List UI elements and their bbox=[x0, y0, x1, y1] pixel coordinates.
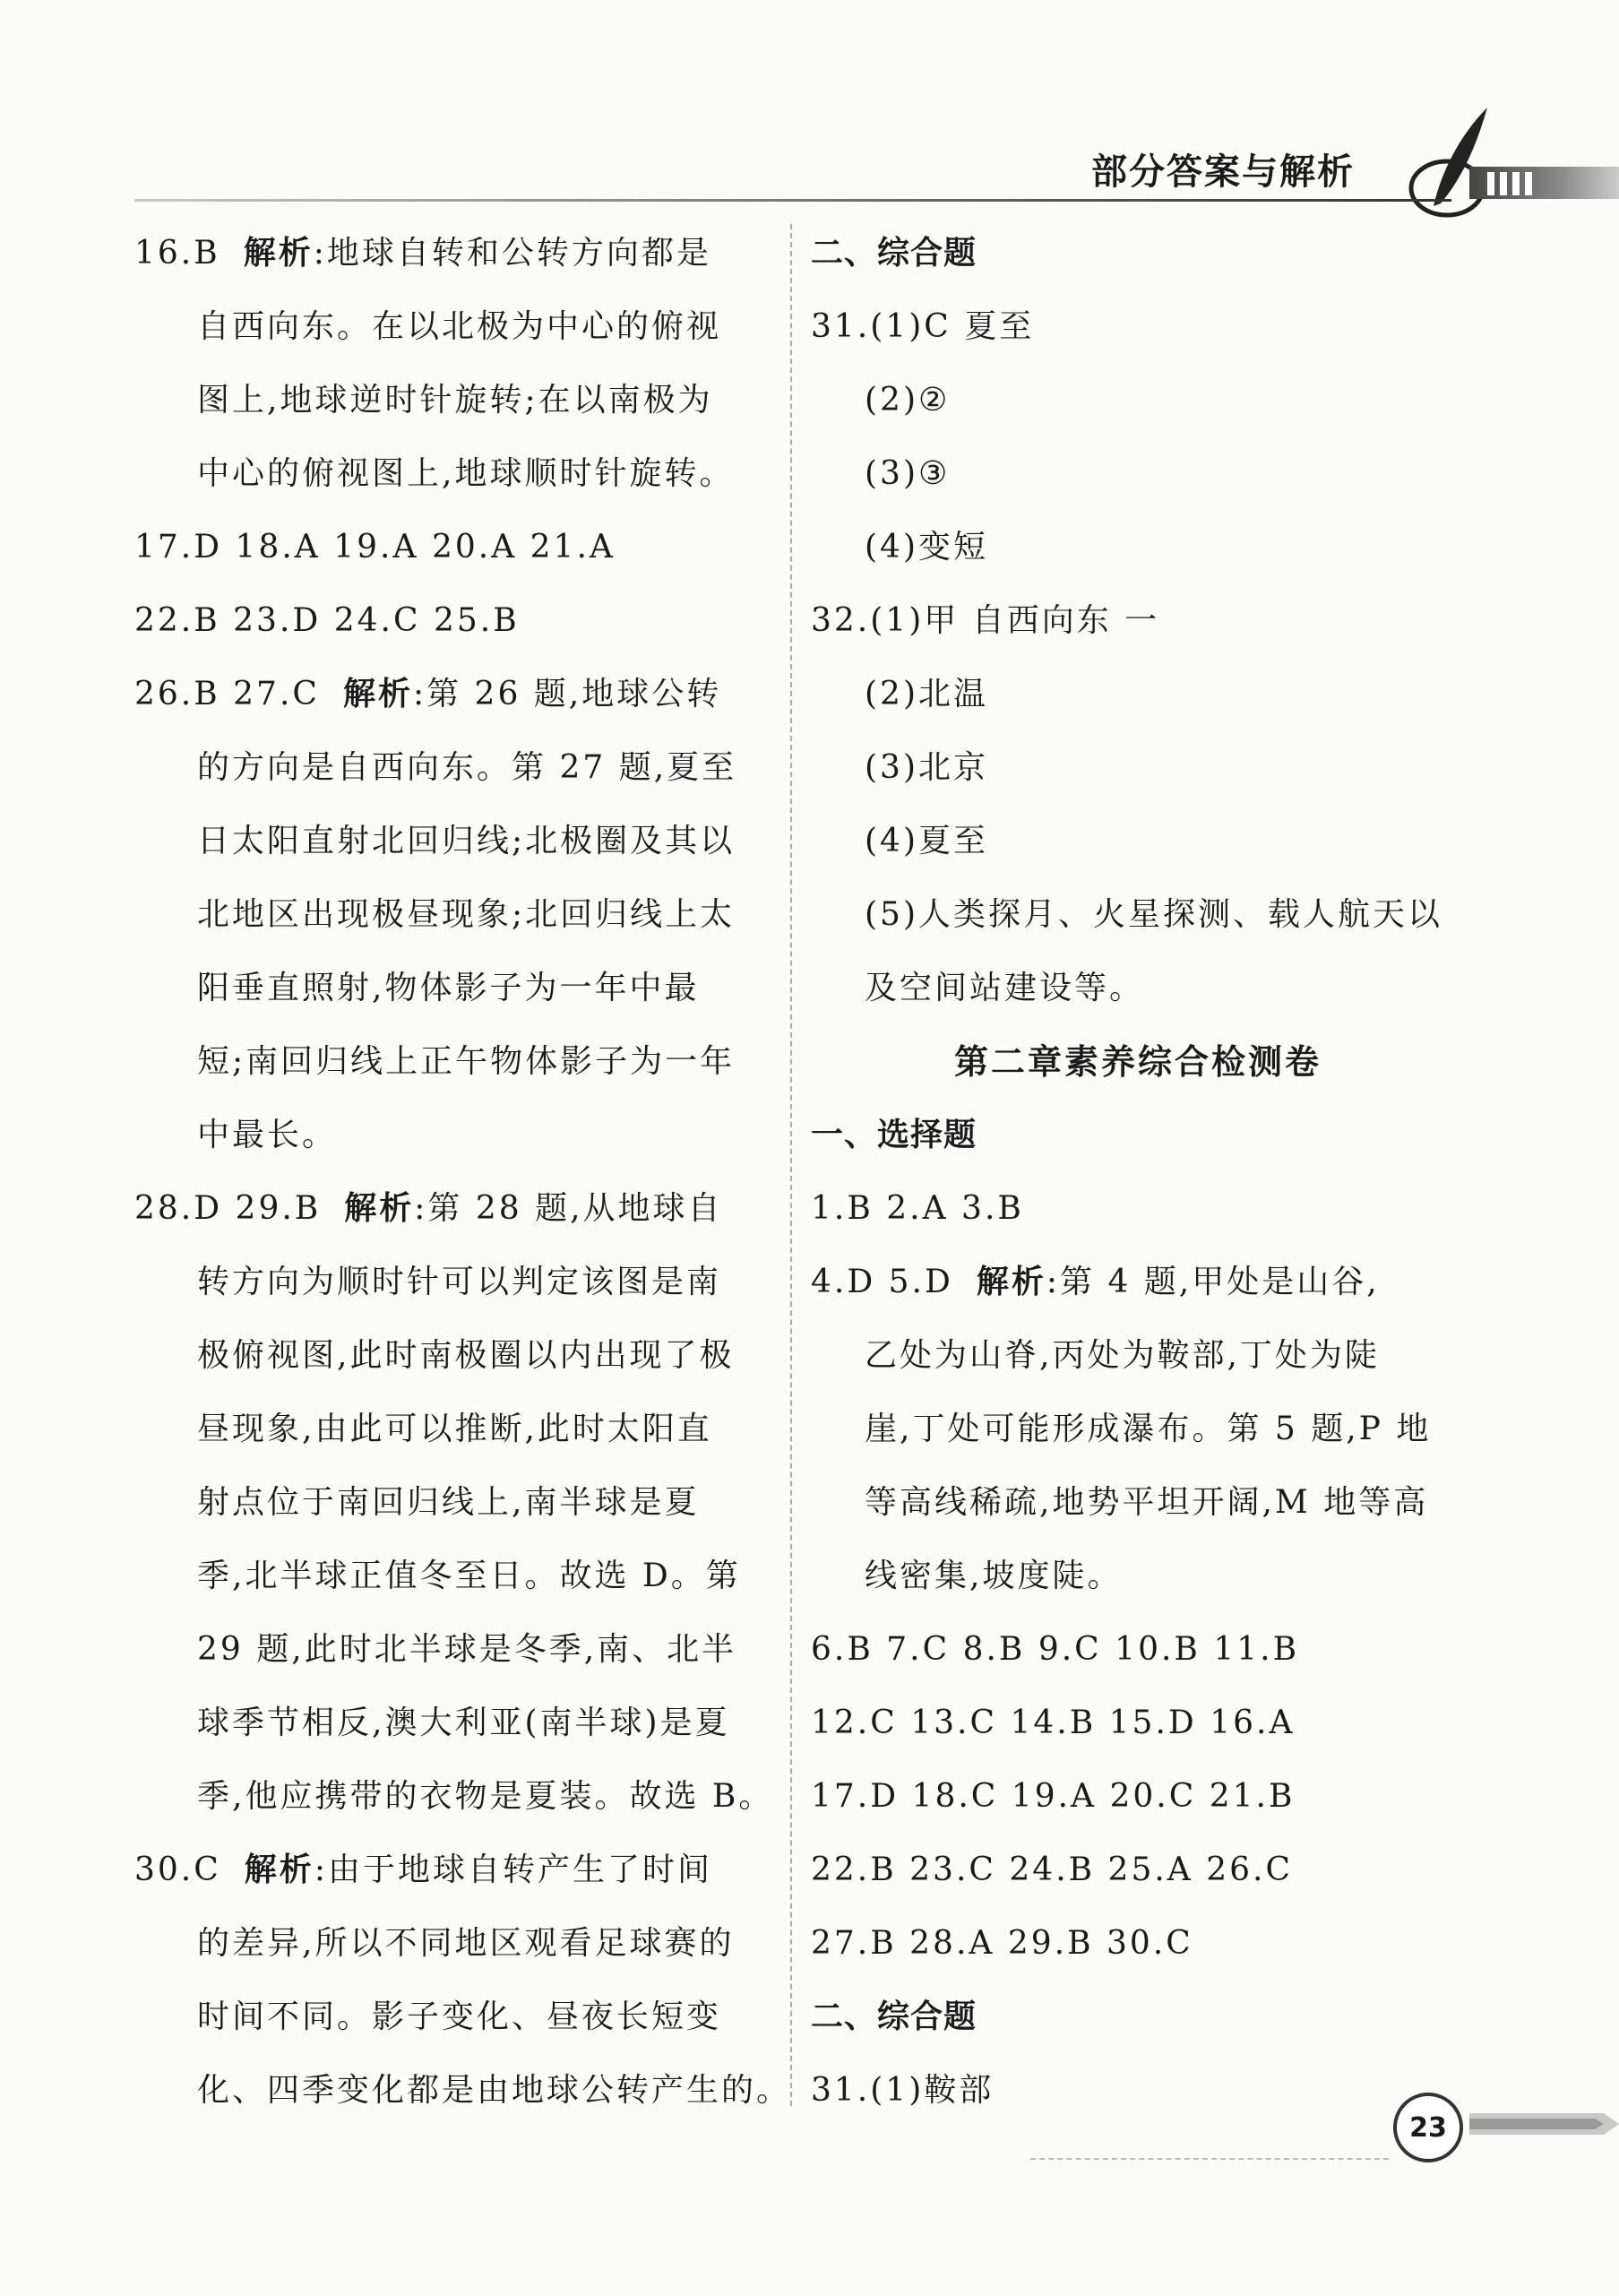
left-line: 季,他应携带的衣物是夏装。故选 B。 bbox=[197, 1778, 774, 1815]
left-line: 转方向为顺时针可以判定该图是南 bbox=[197, 1264, 722, 1300]
page-number: 23 bbox=[1393, 2093, 1463, 2162]
right-line: 31.(1)C 夏至 bbox=[811, 308, 1035, 345]
right-line: 32.(1)甲 自西向东 一 bbox=[811, 602, 1160, 639]
left-line: 化、四季变化都是由地球公转产生的。 bbox=[197, 2072, 792, 2109]
right-column bbox=[811, 222, 1465, 2133]
right-line: (2)北温 bbox=[865, 676, 988, 712]
left-line: 29 题,此时北半球是冬季,南、北半 bbox=[197, 1631, 737, 1668]
right-line: 1.B 2.A 3.B bbox=[811, 1190, 1024, 1227]
left-line: 22.B 23.D 24.C 25.B bbox=[134, 602, 520, 639]
right-line: 等高线稀疏,地势平坦开阔,M 地等高 bbox=[865, 1484, 1429, 1521]
feather-pen-icon bbox=[1398, 103, 1496, 220]
left-line bbox=[134, 663, 775, 737]
section-heading: 二、综合题 bbox=[811, 1998, 977, 2035]
right-line bbox=[811, 1251, 1465, 1325]
section-heading: 一、选择题 bbox=[811, 1117, 977, 1153]
left-line: 短;南回归线上正午物体影子为一年 bbox=[197, 1043, 736, 1080]
right-line: 乙处为山脊,丙处为鞍部,丁处为陡 bbox=[865, 1337, 1380, 1374]
left-line: 图上,地球逆时针旋转;在以南极为 bbox=[197, 382, 713, 419]
left-line: 日太阳直射北回归线;北极圈及其以 bbox=[197, 823, 736, 859]
right-line: (3)③ bbox=[865, 455, 951, 492]
section-heading: 二、综合题 bbox=[811, 235, 977, 272]
right-line: 31.(1)鞍部 bbox=[811, 2072, 995, 2109]
question-number: 16.B bbox=[134, 235, 220, 272]
header-ticks-decoration bbox=[1487, 172, 1532, 195]
line-text: :由于地球自转产生了时间 bbox=[314, 1851, 712, 1888]
left-line: 中最长。 bbox=[197, 1117, 338, 1153]
left-line: 球季节相反,澳大利亚(南半球)是夏 bbox=[197, 1705, 730, 1741]
right-line: 崖,丁处可能形成瀑布。第 5 题,P 地 bbox=[865, 1411, 1432, 1447]
left-line: 昼现象,由此可以推断,此时太阳直 bbox=[197, 1411, 712, 1447]
right-line: (4)夏至 bbox=[865, 823, 988, 859]
column-divider bbox=[790, 224, 792, 2106]
right-line: (3)北京 bbox=[865, 749, 988, 786]
left-line: 阳垂直照射,物体影子为一年中最 bbox=[197, 970, 700, 1006]
left-line bbox=[134, 1178, 775, 1251]
right-line: (5)人类探月、火星探测、载人航天以 bbox=[865, 896, 1442, 933]
right-line: (2)② bbox=[865, 382, 951, 419]
line-text: :地球自转和公转方向都是 bbox=[313, 235, 711, 272]
right-line: 22.B 23.C 24.B 25.A 26.C bbox=[811, 1851, 1294, 1888]
left-line: 自西向东。在以北极为中心的俯视 bbox=[197, 308, 722, 345]
left-line: 时间不同。影子变化、昼夜长短变 bbox=[197, 1998, 722, 2035]
question-number: 30.C bbox=[134, 1851, 221, 1888]
analysis-keyword: 解析 bbox=[243, 235, 314, 272]
left-line: 中心的俯视图上,地球顺时针旋转。 bbox=[197, 455, 735, 492]
left-line bbox=[134, 1839, 775, 1912]
line-text: :第 28 题,从地球自 bbox=[414, 1190, 723, 1227]
right-line: 27.B 28.A 29.B 30.C bbox=[811, 1925, 1193, 1962]
page-arrows-decoration bbox=[1469, 2106, 1619, 2142]
question-number: 4.D 5.D bbox=[811, 1264, 953, 1300]
left-line: 北地区出现极昼现象;北回归线上太 bbox=[197, 896, 736, 933]
footer-dash bbox=[1030, 2158, 1389, 2160]
right-line: 12.C 13.C 14.B 15.D 16.A bbox=[811, 1705, 1296, 1741]
left-line: 季,北半球正值冬至日。故选 D。第 bbox=[197, 1558, 741, 1594]
analysis-keyword: 解析 bbox=[976, 1264, 1046, 1300]
left-line: 17.D 18.A 19.A 20.A 21.A bbox=[134, 529, 616, 565]
analysis-keyword: 解析 bbox=[344, 1190, 415, 1227]
chapter-title: 第二章素养综合检测卷 bbox=[953, 1042, 1322, 1082]
right-line: 17.D 18.C 19.A 20.C 21.B bbox=[811, 1778, 1296, 1815]
line-text: :第 26 题,地球公转 bbox=[412, 676, 722, 712]
analysis-keyword: 解析 bbox=[342, 676, 413, 712]
line-text: :第 4 题,甲处是山谷, bbox=[1046, 1264, 1380, 1300]
right-line: (4)变短 bbox=[865, 529, 988, 565]
left-column bbox=[134, 222, 792, 2133]
header-title: 部分答案与解析 bbox=[1091, 151, 1355, 193]
question-number: 28.D 29.B bbox=[134, 1190, 322, 1227]
question-number: 26.B 27.C bbox=[134, 676, 320, 712]
left-line: 极俯视图,此时南极圈以内出现了极 bbox=[197, 1337, 735, 1374]
left-line bbox=[134, 222, 775, 296]
left-line: 射点位于南回归线上,南半球是夏 bbox=[197, 1484, 700, 1521]
right-line: 6.B 7.C 8.B 9.C 10.B 11.B bbox=[811, 1631, 1300, 1668]
page-number-badge bbox=[1393, 2093, 1463, 2162]
analysis-keyword: 解析 bbox=[244, 1851, 314, 1888]
right-line: 及空间站建设等。 bbox=[865, 970, 1145, 1006]
left-line: 的差异,所以不同地区观看足球赛的 bbox=[197, 1925, 735, 1962]
header-rule bbox=[134, 199, 1451, 202]
right-line: 线密集,坡度陡。 bbox=[865, 1558, 1123, 1594]
left-line: 的方向是自西向东。第 27 题,夏至 bbox=[197, 749, 737, 786]
